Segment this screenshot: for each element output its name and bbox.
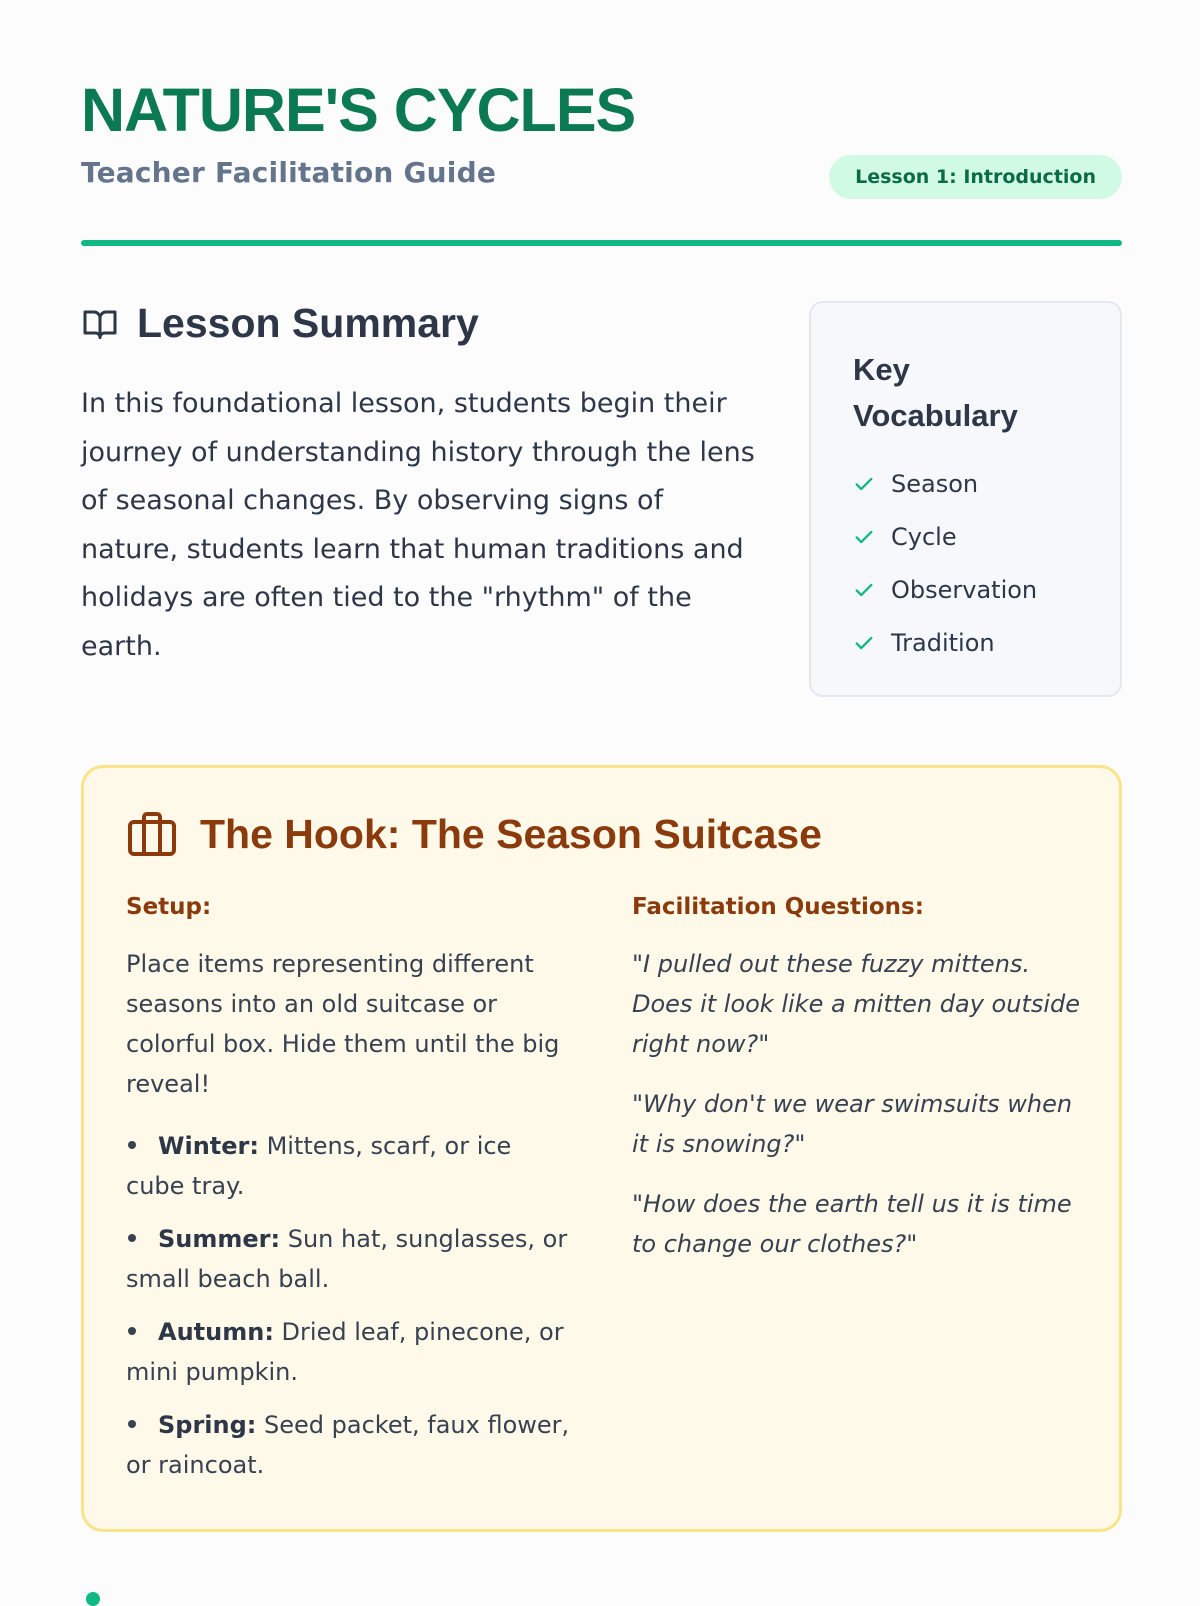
check-icon: [853, 632, 875, 654]
check-icon: [853, 473, 875, 495]
season-name: Spring:: [158, 1411, 257, 1439]
vocabulary-term: Cycle: [891, 522, 957, 551]
lesson-badge: Lesson 1: Introduction: [829, 155, 1122, 199]
list-item: [126, 1405, 576, 1485]
next-section-marker: [86, 1592, 100, 1606]
list-item: [126, 1219, 576, 1299]
season-item-text: Dried leaf, pinecone, or mini pumpkin.: [126, 1318, 564, 1386]
vocabulary-item: [853, 510, 1100, 563]
vocabulary-item: [853, 563, 1100, 616]
season-name: Summer:: [158, 1225, 281, 1253]
facilitation-question: "How does the earth tell us it is time to change our clothes?": [632, 1190, 1072, 1258]
page-subtitle: Teacher Facilitation Guide: [81, 156, 497, 189]
season-name: Autumn:: [158, 1318, 274, 1346]
lesson-summary-heading: [81, 300, 479, 347]
bullet: [128, 1141, 136, 1149]
season-items-list: [126, 1126, 576, 1485]
check-icon: [853, 526, 875, 548]
lesson-summary-heading-text: Lesson Summary: [137, 300, 479, 346]
season-name: Winter:: [158, 1132, 259, 1160]
setup-column: [126, 944, 576, 1498]
hook-heading: [126, 810, 822, 858]
header-divider: [81, 240, 1122, 246]
vocabulary-list: [853, 457, 1100, 669]
check-icon: [853, 579, 875, 601]
season-item-text: Sun hat, sunglasses, or small beach ball.: [126, 1225, 568, 1293]
vocabulary-term: Tradition: [891, 628, 995, 657]
key-vocabulary-card: [809, 301, 1122, 697]
bullet: [128, 1234, 136, 1242]
vocabulary-item: [853, 616, 1100, 669]
vocabulary-term: Observation: [891, 575, 1038, 604]
facilitation-question: "Why don't we wear swimsuits when it is snowing?": [632, 1090, 1073, 1158]
questions-column: [632, 944, 1082, 1284]
suitcase-icon: [126, 810, 178, 858]
facilitation-question: "I pulled out these fuzzy mittens. Does it look like a mitten day outside right now?": [632, 950, 1081, 1058]
lesson-summary-text: In this foundational lesson, students begin their journey of understanding history through the lens of seasonal changes. By observing signs of nature, students learn that human traditions and holidays are often tied to the "rhythm" of the earth.: [81, 388, 755, 662]
bullet: [128, 1327, 136, 1335]
season-item-text: Mittens, scarf, or ice cube tray.: [126, 1132, 512, 1200]
setup-text: Place items representing different seasons into an old suitcase or colorful box. Hide them until the big reveal!: [126, 950, 560, 1098]
bullet: [128, 1420, 136, 1428]
season-item-text: Seed packet, faux flower, or raincoat.: [126, 1411, 570, 1479]
vocabulary-item: [853, 457, 1100, 510]
hook-activity-card: [81, 765, 1122, 1532]
vocabulary-term: Season: [891, 469, 979, 498]
list-item: [126, 1126, 576, 1206]
open-book-icon: [81, 306, 119, 342]
page-title: NATURE'S CYCLES: [81, 76, 636, 144]
key-vocabulary-heading: Key Vocabulary: [853, 352, 1018, 433]
facilitation-questions-label: Facilitation Questions:: [632, 894, 924, 920]
list-item: [126, 1312, 576, 1392]
setup-label: Setup:: [126, 894, 212, 920]
hook-heading-text: The Hook: The Season Suitcase: [200, 810, 822, 857]
